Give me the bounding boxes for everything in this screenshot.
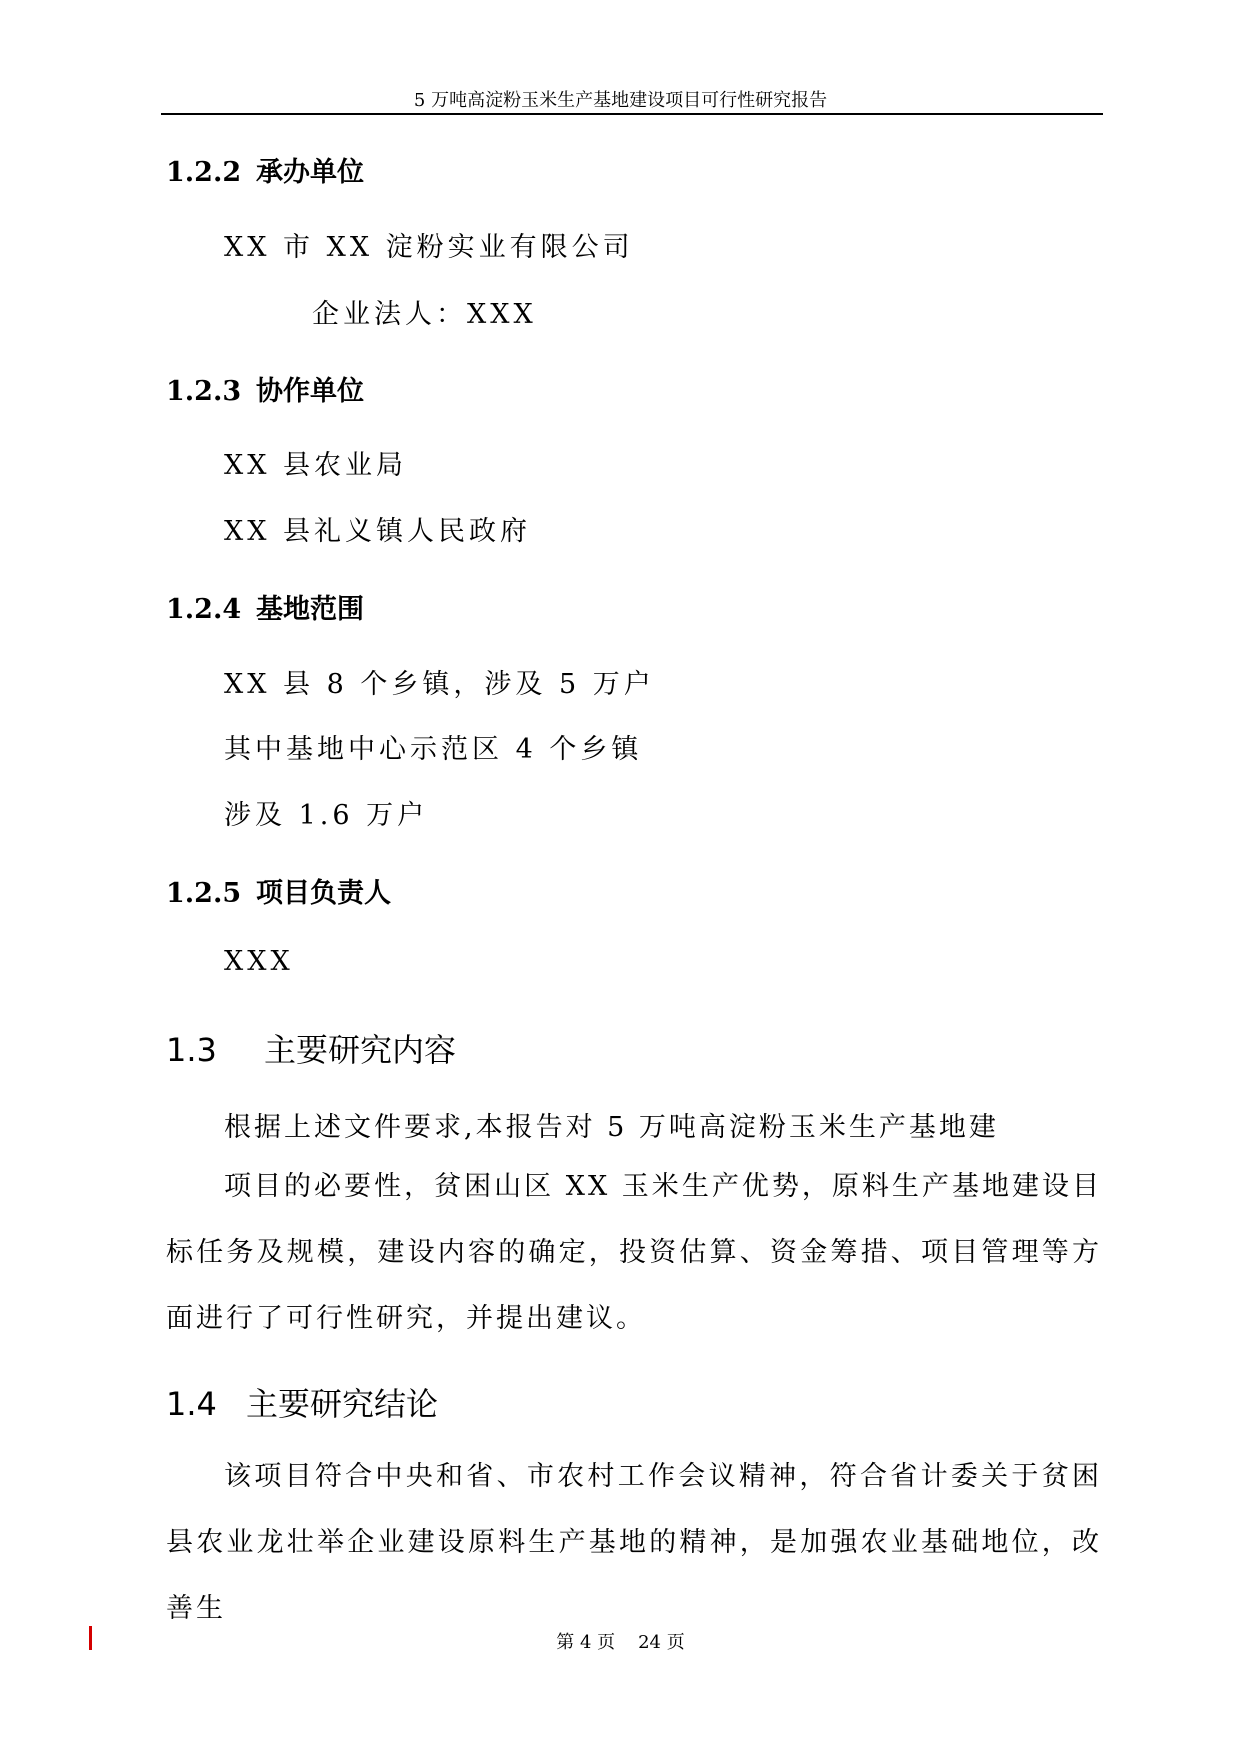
body-line: 涉及 1.6 万户: [224, 800, 429, 831]
header-divider: [161, 113, 1103, 115]
section-heading-1-3: [166, 1025, 456, 1071]
paragraph: 该项目符合中央和省、市农村工作会议精神，符合省计委关于贫困县农业龙壮举企业建设原料生产基地的精神，是加强农业基础地位，改善生: [166, 1461, 1102, 1624]
body-line: 其中基地中心示范区 4 个乡镇: [224, 734, 643, 765]
section-title: 承办单位: [256, 157, 364, 188]
body-line: XX 市 XX 淀粉实业有限公司: [224, 232, 634, 263]
section-heading-1-2-2: [166, 150, 364, 189]
section-heading-1-2-4: [166, 587, 364, 626]
paragraph: 项目的必要性，贫困山区 XX 玉米生产优势，原料生产基地建设目标任务及规模，建设内容的确定，投资估算、资金筹措、项目管理等方面进行了可行性研究，并提出建议。: [166, 1171, 1102, 1334]
section-number: 1.2.2: [166, 157, 242, 188]
section-heading-1-2-3: [166, 369, 364, 408]
body-line: XX 县礼义镇人民政府: [224, 516, 532, 547]
page-total: 24 页: [638, 1632, 685, 1653]
page-footer: [0, 1628, 1241, 1654]
section-number: 1.4: [166, 1385, 217, 1423]
section-heading-1-2-5: [166, 871, 391, 910]
body-line: XX 县 8 个乡镇，涉及 5 万户: [224, 669, 655, 700]
section-title: 主要研究内容: [264, 1031, 457, 1069]
section-title: 主要研究结论: [246, 1385, 439, 1423]
section-heading-1-4: [166, 1379, 438, 1425]
section-number: 1.2.4: [166, 594, 242, 625]
section-title: 基地范围: [256, 594, 364, 625]
body-line: 企业法人：XXX: [312, 299, 537, 330]
section-number: 1.2.3: [166, 376, 242, 407]
page-number: 第 4 页: [556, 1632, 616, 1653]
section-title: 项目负责人: [256, 878, 391, 909]
section-title: 协作单位: [256, 376, 364, 407]
section-number: 1.2.5: [166, 878, 242, 909]
section-number: 1.3: [166, 1031, 217, 1069]
body-line: 根据上述文件要求,本报告对 5 万吨高淀粉玉米生产基地建: [224, 1112, 999, 1143]
running-header: 5 万吨高淀粉玉米生产基地建设项目可行性研究报告: [413, 90, 828, 111]
body-line: XX 县农业局: [224, 450, 408, 481]
body-line: XXX: [224, 946, 294, 977]
